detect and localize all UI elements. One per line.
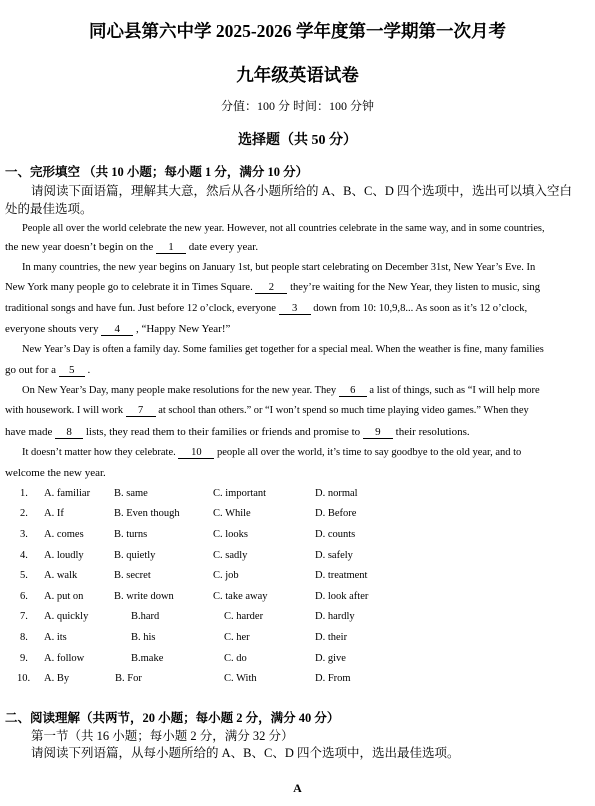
option-a: A. quickly	[44, 611, 89, 622]
passage-text: their resolutions.	[395, 426, 470, 438]
option-b: B. For	[115, 673, 142, 684]
section-heading: 选择题（共 50 分）	[238, 133, 357, 148]
passage-line: New Year’s Day is often a family day. Some families get together for a special meal. When the weather is fine, many families	[22, 344, 544, 355]
option-c: C. harder	[224, 611, 264, 622]
blank-2: 2	[255, 282, 287, 294]
passage-text: traditional songs and have fun. Just before 12 o’clock, everyone	[5, 303, 276, 314]
passage-label: A	[293, 781, 302, 795]
part2-heading: 二、阅读理解（共两节，20 小题；每小题 2 分，满分 40 分）	[5, 711, 340, 725]
option-a: A. put on	[44, 591, 84, 602]
option-d: D. normal	[315, 488, 358, 499]
question-number: 6.	[20, 591, 28, 602]
option-b: B. same	[114, 488, 148, 499]
option-a: A. By	[44, 673, 70, 684]
option-b: B. turns	[114, 529, 148, 540]
passage-text: On New Year’s Day, many people make resolutions for the new year. They	[22, 385, 337, 396]
blank-5: 5	[59, 365, 85, 377]
passage-text: everyone shouts very	[5, 323, 99, 335]
passage-text: with housework. I will work	[5, 405, 124, 416]
passage-text: It doesn’t matter how they celebrate.	[22, 447, 176, 458]
passage-text: go out for a	[5, 364, 57, 376]
part2-section1: 第一节（共 16 小题；每小题 2 分，满分 32 分）	[31, 729, 294, 743]
passage-text: .	[87, 364, 91, 376]
blank-8: 8	[55, 427, 83, 439]
blank-9: 9	[363, 427, 393, 439]
passage-text: have made	[5, 426, 53, 438]
exam-title: 同心县第六中学 2025-2026 学年度第一学期第一次月考	[88, 21, 507, 41]
option-d: D. treatment	[315, 570, 368, 581]
question-number: 1.	[20, 488, 28, 499]
exam-subtitle: 九年级英语试卷	[236, 65, 359, 85]
passage-line	[5, 281, 540, 295]
option-c: C. While	[213, 508, 251, 519]
option-d: D. Before	[315, 508, 357, 519]
option-b: B. his	[131, 632, 156, 643]
option-c: C. important	[213, 488, 267, 499]
part1-instruction-line1: 请阅读下面语篇，理解其大意，然后从各小题所给的 A、B、C、D 四个选项中，选出可以填入空白	[31, 184, 572, 198]
passage-text: lists, they read them to their families or friends and promise to	[85, 426, 361, 438]
part2-instruction: 请阅读下列语篇，从每小题所给的 A、B、C、D 四个选项中，选出最佳选项。	[31, 746, 460, 760]
blank-7: 7	[126, 405, 156, 417]
option-d: D. counts	[315, 529, 356, 540]
question-number: 4.	[20, 550, 28, 561]
passage-line	[22, 446, 521, 460]
passage-line: welcome the new year.	[5, 467, 106, 479]
question-number: 8.	[20, 632, 28, 643]
blank-3: 3	[279, 303, 311, 315]
part1-heading: 一、完形填空 （共 10 小题；每小题 1 分，满分 10 分）	[5, 165, 309, 179]
passage-line: In many countries, the new year begins on January 1st, but people start celebrating on December 31st, New Year’s Eve. In	[22, 262, 536, 273]
passage-text: they’re waiting for the New Year, they listen to music, sing	[290, 282, 541, 293]
blank-4: 4	[101, 324, 133, 336]
passage-line	[5, 322, 230, 336]
option-b: B. secret	[114, 570, 151, 581]
option-a: A. its	[44, 632, 67, 643]
passage-text: New York many people go to celebrate it in Times Square.	[5, 282, 253, 293]
option-c: C. take away	[213, 591, 268, 602]
blank-1: 1	[156, 242, 186, 254]
option-c: C. sadly	[213, 550, 248, 561]
passage-line	[22, 384, 540, 398]
option-d: D. give	[315, 653, 346, 664]
option-d: D. look after	[315, 591, 369, 602]
option-a: A. If	[44, 508, 64, 519]
passage-text: at school than others.” or “I won’t spend so much time playing video games.” When they	[158, 405, 529, 416]
passage-line	[5, 425, 470, 439]
question-number: 3.	[20, 529, 28, 540]
passage-text: a list of things, such as “I will help more	[369, 385, 540, 396]
option-b: B. quietly	[114, 550, 156, 561]
option-c: C. job	[213, 570, 239, 581]
question-number: 5.	[20, 570, 28, 581]
score-time-info: 分值：100 分 时间：100 分钟	[220, 99, 374, 113]
question-number: 7.	[20, 611, 28, 622]
passage-line	[5, 363, 90, 377]
option-b: B.make	[131, 653, 164, 664]
passage-line	[5, 302, 527, 316]
blank-10: 10	[178, 447, 214, 459]
option-b: B.hard	[131, 611, 160, 622]
option-d: D. safely	[315, 550, 353, 561]
option-c: C. With	[224, 673, 257, 684]
option-d: D. their	[315, 632, 348, 643]
option-c: C. looks	[213, 529, 249, 540]
option-a: A. loudly	[44, 550, 84, 561]
option-c: C. her	[224, 632, 250, 643]
passage-text: , “Happy New Year!”	[135, 323, 231, 335]
option-d: D. From	[315, 673, 351, 684]
question-number: 9.	[20, 653, 28, 664]
passage-line	[5, 240, 258, 254]
passage-text: date every year.	[188, 241, 259, 253]
option-d: D. hardly	[315, 611, 355, 622]
option-b: B. Even though	[114, 508, 180, 519]
option-a: A. familiar	[44, 488, 91, 499]
passage-text: people all over the world, it’s time to say goodbye to the old year, and to	[217, 447, 522, 458]
blank-6: 6	[339, 385, 367, 397]
option-a: A. walk	[44, 570, 78, 581]
question-number: 2.	[20, 508, 28, 519]
option-a: A. follow	[44, 653, 85, 664]
part1-instruction-line2: 处的最佳选项。	[5, 202, 93, 216]
passage-text: the new year doesn’t begin on the	[5, 241, 154, 253]
passage-text: down from 10: 10,9,8... As soon as it’s 12 o’clock,	[313, 303, 528, 314]
question-number: 10.	[17, 673, 31, 684]
option-a: A. comes	[44, 529, 84, 540]
option-c: C. do	[224, 653, 247, 664]
passage-line	[5, 404, 529, 418]
option-b: B. write down	[114, 591, 174, 602]
passage-line: People all over the world celebrate the new year. However, not all countries celebrate in the same way, and in some countries,	[22, 223, 545, 234]
